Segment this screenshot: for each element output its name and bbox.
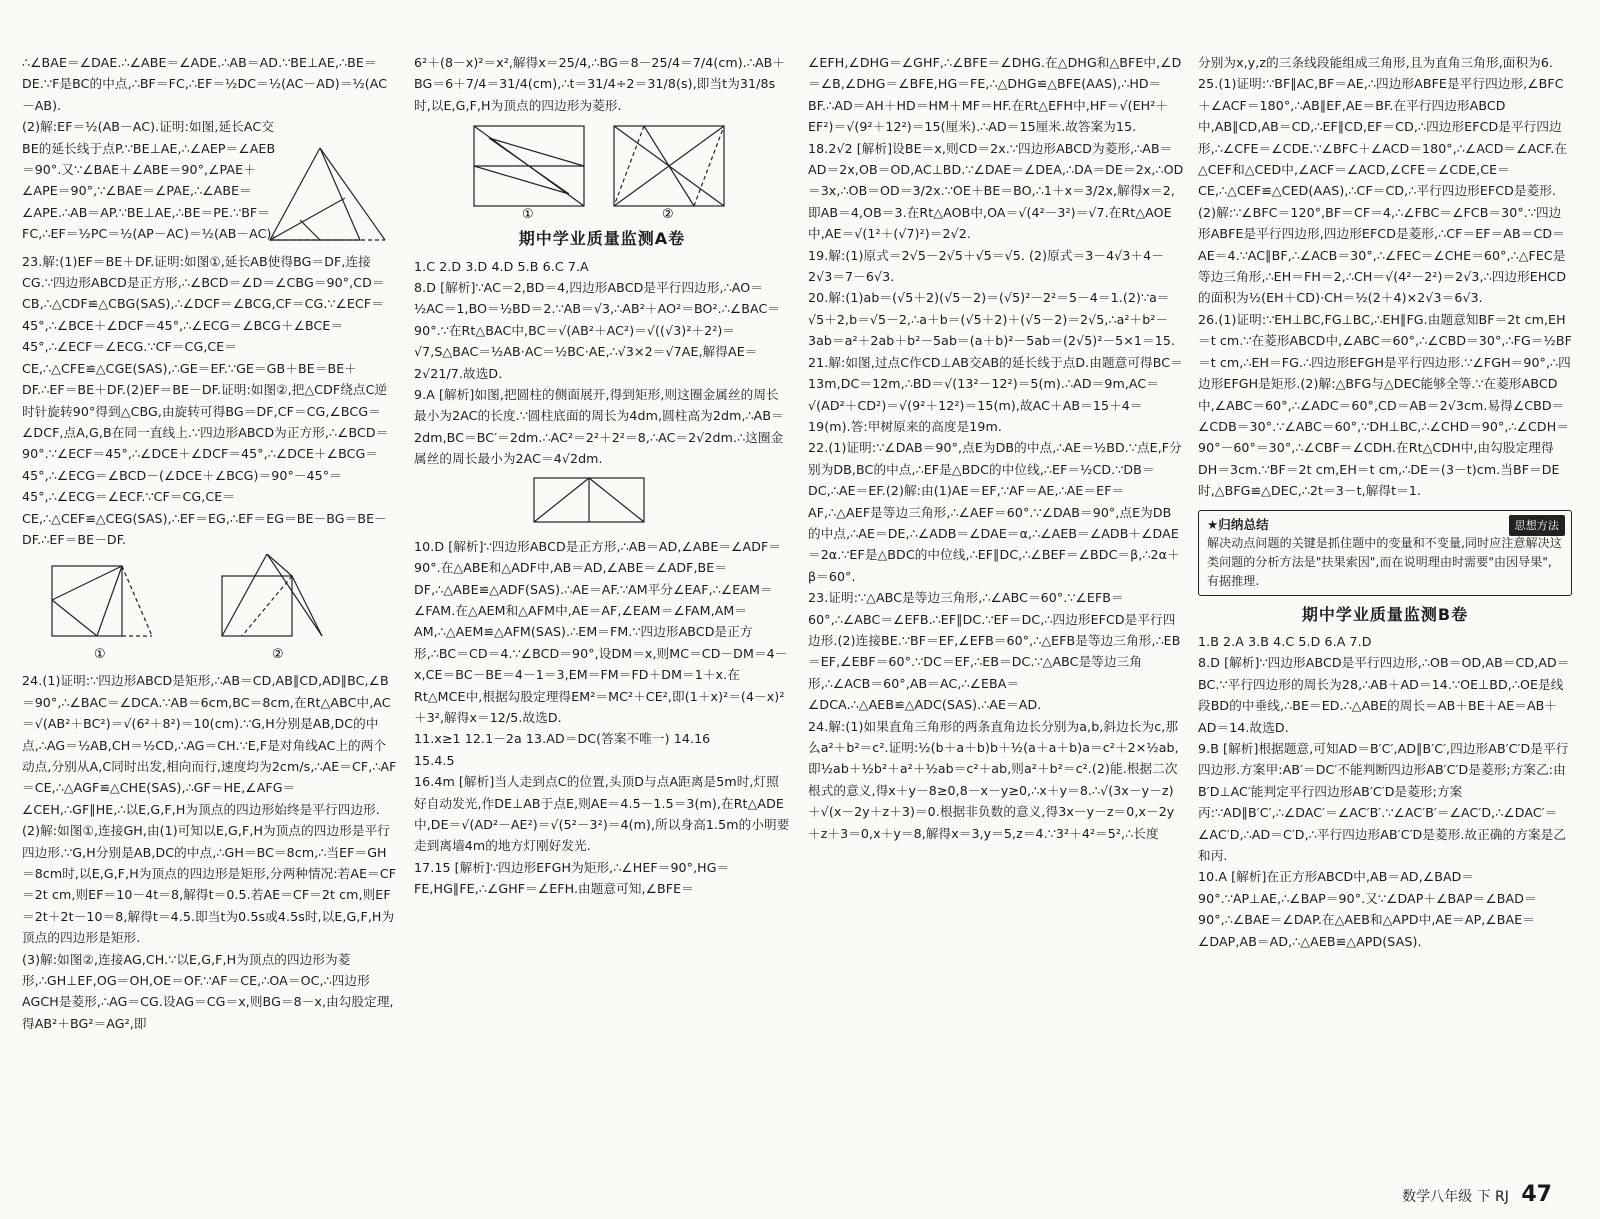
answer-para: 26.(1)证明:∵EH⊥BC,FG⊥BC,∴EH∥FG.由题意知BF＝2t cm,EH＝t cm.∵在菱形ABCD中,∠ABC＝60°,∴∠CBD＝30°,∴FG＝½BF＝t cm,∴EH＝FG.∴四边形EFGH是平行四边形.∵∠FGH＝90°,∴四边形EFGH是矩形.(2)解:△BFG与△DEC能够全等.∵在菱形ABCD中,∠ABC＝60°,∴∠ADC＝60°,CD＝AB＝2√3cm.易得∠CBD＝∠CDB＝30°.∵∠ABC＝60°,∵DH⊥BC,∴∠CHD＝90°,∴∠CDH＝90°－60°＝30°,∴∠CBF＝∠CDH.在Rt△CDH中,由勾股定理得DH＝3cm.∵BF＝2t cm,EH＝t cm,∴DE＝(3－t)cm.当BF＝DE时,△BFG≌△DEC,∴2t＝3－t,解得t＝1. [1198, 311, 1572, 499]
note-tag: 思想方法 [1509, 515, 1565, 536]
answer-para: 24.解:(1)如果直角三角形的两条直角边长分别为a,b,斜边长为c,那么a²＋b²＝c².证明:½(b＋a＋b)b＋½(a＋a＋b)a＝c²＋2×½ab,即½ab＋½b²＋a²＋½ab＝c²＋ab,则a²＋b²＝c².(2)能.根据二次根式的意义,得x＋y－8≥0,8－x－y≥0,∴x＋y＝8.∴√(3x－y－z)＋√(x－2y＋z＋3)＝0.根据非负数的意义,得3x－y－z＝0,x－2y＋z＋3＝0,x＋y＝8,解得x＝3,y＝5,z＝4.∵3²＋4²＝5²,∴长度 [808, 718, 1179, 841]
answer-para: 11.x≥1 12.1－2a 13.AD＝DC(答案不唯一) 14.16 [414, 731, 711, 747]
column-4 [1198, 52, 1572, 952]
footer-text: 数学八年级 下 RJ [1402, 1189, 1509, 1205]
answer-para: 6²＋(8－x)²＝x²,解得x＝25/4,∴BG＝8－25/4＝7/4(cm).∴AB＋BG＝6＋7/4＝31/4(cm),∴t＝31/4÷2＝31/8(s),即当t为31/8s时,以E,G,F,H为顶点的四边形为菱形. [414, 55, 786, 113]
answer-para: 9.B [解析]根据题意,可知AD＝B′C′,AD∥B′C′,四边形AB′C′D是平行四边形.方案甲:AB′＝DC′不能判断四边形AB′C′D是菱形;方案乙:由B′D⊥AC′能判定平行四边形AB′C′D是菱形;方案丙:∵AD∥B′C′,∴∠DAC′＝∠AC′B′.∵∠AC′B′＝∠AC′D,∴∠DAC′＝∠AC′D,∴AD＝C′D,∴平行四边形AB′C′D是菱形.故正确的方案是乙和丙. [1198, 740, 1569, 863]
column-1 [22, 52, 398, 1034]
answer-para: 15.4.5 [414, 752, 455, 768]
section-title: 期中学业质量监测A卷 [518, 229, 686, 249]
figure-caption: ② [272, 647, 284, 663]
figure-squares [22, 554, 398, 664]
answer-para: 10.A [解析]在正方形ABCD中,AB＝AD,∠BAD＝90°.∵AP⊥AE,∴∠BAP＝90°.又∵∠DAP＋∠BAP＝∠BAD＝90°,∴∠BAE＝∠DAP.在△AEB和△APD中,AE＝AP,∠BAE＝∠DAP,AB＝AD,∴△AEB≌△APD(SAS). [1198, 869, 1537, 949]
answer-para: 25.(1)证明:∵BF∥AC,BF＝AE,∴四边形ABFE是平行四边形,∠BFC＋∠ACF＝180°,∴AB∥EF,AE＝BF.在平行四边形ABCD中,AB∥CD,AB＝CD,∴EF∥CD,EF＝CD,∴四边形EFCD是平行四边形,∴∠CFE＝∠CDE.∵∠BFC＋∠ACD＝180°,∴∠ACD＝∠ACF.在△CEF和△CED中,∠ACF＝∠ACD,∠CFE＝∠CDE,CE＝CE,∴△CEF≌△CED(AAS),∴CF＝CD,∴平行四边形EFCD是菱形.(2)解:∵∠BFC＝120°,BF＝CF＝4,∴∠FBC＝∠FCB＝30°.∵四边形ABFE是平行四边形,四边形EFCD是菱形,∴CF＝EF＝AB＝CD＝AE＝4.∵AC∥BF,∴∠ACB＝30°,∴∠FEC＝∠CHE＝60°,∴△FEC是等边三角形,∴EH＝FH＝2,∴CH＝√(4²－2²)＝2√3,∴四边形EHCD的面积为½(EH＋CD)·CH＝½(2＋4)×2√3＝6√3. [1198, 76, 1568, 306]
column-3 [808, 52, 1184, 844]
answer-para: ∴∠BAE＝∠DAE.∴∠ABE＝∠ADE.∴AB＝AD.∵BE⊥AE,∴BE＝DE.∵F是BC的中点,∴BF＝FC,∴EF＝½DC＝½(AC－AD)＝½(AC－AB). [22, 55, 388, 113]
column-2 [414, 52, 790, 900]
note-title: ★归纳总结 [1207, 516, 1269, 532]
answer-para: 8.D [解析]∵AC＝2,BD＝4,四边形ABCD是平行四边形,∴AO＝½AC＝1,BO＝½BD＝2.∵AB＝√3,∴AB²＋AO²＝BO².∴∠BAC＝90°.∵在Rt△BAC中,BC＝√(AB²＋AC²)＝√((√3)²＋2²)＝√7,S△BAC＝½AB·AC＝½BC·AE,∴√3×2＝√7AE,解得AE＝2√21/7.故选D. [414, 280, 781, 381]
answer-para: 18.2√2 [解析]设BE＝x,则CD＝2x.∵四边形ABCD为菱形,∴AB＝AD＝2x,OB＝OD,AC⊥BD.∵∠DAE＝∠DEA,∴DA＝DE＝2x,∴OD＝3x,∴OB＝OD＝3/2x.∵OE＋BE＝BO,∴1＋x＝3/2x,解得x＝2,即AB＝4,OB＝3.在Rt△AOB中,OA＝√(4²－3²)＝√7.在Rt△AOE中,AE＝√(1²＋(√7)²)＝2√2. [808, 140, 1184, 242]
figure-rectangles [414, 120, 790, 220]
figure-caption: ① [522, 207, 534, 221]
answer-para: 1.B 2.A 3.B 4.C 5.D 6.A 7.D [1198, 633, 1372, 649]
answer-para: 1.C 2.D 3.D 4.D 5.B 6.C 7.A [414, 258, 589, 274]
answer-para: 20.解:(1)ab＝(√5＋2)(√5－2)＝(√5)²－2²＝5－4＝1.(2)∵a＝√5＋2,b＝√5－2,∴a＋b＝(√5＋2)＋(√5－2)＝2√5,∴a²＋b²－3ab＝a²＋2ab＋b²－5ab＝(a＋b)²－5ab＝(2√5)²－5×1＝15. [808, 290, 1176, 349]
answer-para: 21.解:如图,过点C作CD⊥AB交AB的延长线于点D.由题意可得BC＝13m,DC＝12m,∴BD＝√(13²－12²)＝5(m).∴AD＝9m,AC＝√(AD²＋CD²)＝√(9²＋12²)＝15(m),故AC＋AB＝15＋4＝19(m).答:甲树原来的高度是19m. [808, 354, 1183, 434]
page-number: 47 [1521, 1182, 1552, 1207]
answer-para: 8.D [解析]∵四边形ABCD是平行四边形,∴OB＝OD,AB＝CD,AD＝BC.∵平行四边形的周长为28,∴AB＋AD＝14.∵OE⊥BD,∴OE是线段BD的中垂线,∴BE＝ED.∴△ABE的周长＝AB＋BE＋AE＝AB＋AD＝14.故选D. [1198, 655, 1570, 735]
answer-para: 16.4m [解析]当人走到点C的位置,头顶D与点A距离是5m时,灯照好自动发光,作DE⊥AB于点E,则AE＝4.5－1.5＝3(m),在Rt△ADE中,DE＝√(AD²－AE²)＝√(5²－3²)＝4(m),所以身高1.5m的小明要走到离墙4m的地方灯刚好发光. [414, 774, 790, 854]
answer-para: 19.解:(1)原式＝2√5－2√5＋√5＝√5. (2)原式＝3－4√3＋4－2√3＝7－6√3. [808, 247, 1164, 285]
page-footer [1402, 1182, 1552, 1207]
note-text: 解决动点问题的关键是抓住题中的变量和不变量,同时应注意解决这类问题的分析方法是"扶果索因",而在说明理由时需要"由因导果",有据推理. [1207, 535, 1562, 588]
figure-triangle-p [260, 140, 390, 260]
answer-para: 24.(1)证明:∵四边形ABCD是矩形,∴AB＝CD,AB∥CD,AD∥BC,∠B＝90°,∴∠BAC＝∠DCA.∵AB＝6cm,BC＝8cm,在Rt△ABC中,AC＝√(AB²＋BC²)＝√(6²＋8²)＝10(cm).∵G,H分别是AB,DC的中点,∴AG＝½AB,CH＝½CD,∴AG＝CH.∵E,F是对角线AC上的两个动点,分别从A,C同时出发,相向而行,速度均为2cm/s,∴AE＝CF,∴AF＝CE,∴△AGF≌△CHE(SAS),∴GF＝HE,∠AFG＝∠CEH,∴GF∥HE,∴以E,G,F,H为顶点的四边形始终是平行四边形.(2)解:如图①,连接GH,由(1)可知以E,G,F,H为顶点的四边形是平行四边形.∵G,H分别是AB,DC的中点,∴GH＝BC＝8cm,∴当EF＝GH＝8cm时,以E,G,F,H为顶点的四边形是矩形,分两种情况:若AE＝CF＝2t cm,则EF＝10－4t＝8,解得t＝0.5.若AE＝CF＝2t cm,则EF＝2t＋2t－10＝8,解得t＝4.5.即当t为0.5s或4.5s时,以E,G,F,H为顶点的四边形是矩形. [22, 673, 397, 946]
answer-para: ∠EFH,∠DHG＝∠GHF,∴∠BFE＝∠DHG.在△DHG和△BFE中,∠D＝∠B,∠DHG＝∠BFE,HG＝FE,∴△DHG≌△BFE(AAS),∴HD＝BF.∴AD＝AH＋HD＝HM＋MF＝HF.在Rt△EFH中,HF＝√(EH²＋EF²)＝√(9²＋12²)＝15(厘米).∴AD＝15厘米.故答案为15. [808, 55, 1182, 135]
answer-para: (2)解:EF＝½(AB－AC).证明:如图,延长AC交BE的延长线于点P.∵BE⊥AE,∴∠AEP＝∠AEB＝90°.又∵∠BAE＋∠ABE＝90°,∠PAE＋∠APE＝90°,∵∠BAE＝∠PAE,∴∠ABE＝∠APE.∴AB＝AP.∵BE⊥AE,∴BE＝PE.∵BF＝FC,∴EF＝½PC＝½(AP－AC)＝½(AB－AC). [22, 119, 276, 242]
figure-caption: ① [94, 647, 106, 663]
summary-note [1198, 510, 1572, 596]
answer-para: 23.解:(1)EF＝BE＋DF.证明:如图①,延长AB使得BG＝DF,连接CG.∵四边形ABCD是正方形,∴∠BCD＝∠D＝∠CBG＝90°,CD＝CB,∴△CDF≌△CBG(SAS),∴∠DCF＝∠BCG,CF＝CG.∵∠ECF＝45°,∴∠BCE＋∠DCF＝45°,∴∠ECG＝∠BCG＋∠BCE＝45°,∴∠ECF＝∠ECG.∵CF＝CG,CE＝CE,∴△CFE≌△CGE(SAS),∴GE＝EF.∵GE＝GB＋BE＝BE＋DF.∴EF＝BE＋DF.(2)EF＝BE－DF.证明:如图②,把△CDF绕点C逆时针旋转90°得到△CBG,由旋转可得BG＝DF,CF＝CG,∠BCG＝∠DCF,点A,G,B在同一直线上.∵四边形ABCD为正方形,∴∠BCD＝90°.∵∠ECF＝45°,∴∠DCE＋∠DCF＝45°,∴∠DCE＋∠BCG＝45°,∴∠ECG＝∠BCD－(∠DCE＋∠BCG)＝90°－45°＝45°,∴∠ECG＝∠ECF.∵CF＝CG,CE＝CE,∴△CEF≌△CEG(SAS),∴EF＝EG,∴EF＝EG＝BE－BG＝BE－DF.∴EF＝BE－DF. [22, 253, 389, 547]
answer-para: 23.证明:∵△ABC是等边三角形,∴∠ABC＝60°.∵∠EFB＝60°,∴∠ABC＝∠EFB.∴EF∥DC.∵EF＝DC,∴四边形EFCD是平行四边形.(2)连接BE.∵BF＝EF,∠EFB＝60°,∴△EFB是等边三角形,∴EB＝EF,∠EBF＝60°.∵DC＝EF,∴EB＝DC.∵△ABC是等边三角形,∴∠ACB＝60°,AB＝AC,∴∠EBA＝∠DCA.∴△AEB≌△ADC(SAS).∴AE＝AD. [808, 590, 1181, 713]
answer-para: 分别为x,y,z的三条线段能组成三角形,且为直角三角形,面积为6. [1198, 55, 1554, 70]
answer-para: 17.15 [解析]∵四边形EFGH为矩形,∴∠HEF＝90°,HG＝FE,HG∥FE,∴∠GHF＝∠EFH.由题意可知,∠BFE＝ [414, 859, 730, 897]
answer-para: (3)解:如图②,连接AG,CH.∵以E,G,F,H为顶点的四边形为菱形,∴GH⊥EF,OG＝OH,OE＝OF.∵AF＝CE,∴OA＝OC,∴四边形AGCH是菱形,∴AG＝CG.设AG＝CG＝x,则BG＝8－x,由勾股定理,得AB²＋BG²＝AG²,即 [22, 951, 394, 1031]
section-title: 期中学业质量监测B卷 [1301, 604, 1469, 624]
answer-para: 10.D [解析]∵四边形ABCD是正方形,∴AB＝AD,∠ABE＝∠ADF＝90°.在△ABE和△ADF中,AB＝AD,∠ABE＝∠ADF,BE＝DF,∴△ABE≌△ADF(SAS).∴AE＝AF.∵AM平分∠EAF,∴∠EAM＝∠FAM.在△AEM和△AFM中,AE＝AF,∠EAM＝∠FAM,AM＝AM,∴△AEM≌△AFM(SAS).∴EM＝FM.∵四边形ABCD是正方形,∴BC＝CD＝4.∵∠BCD＝90°,设DM＝x,则MC＝CD－DM＝4－x,CE＝BC－BE＝4－1＝3,EM＝FM＝FD＋DM＝1＋x.在Rt△MCE中,根据勾股定理得EM²＝MC²＋CE²,即(1＋x)²＝(4－x)²＋3²,解得x＝12/5.故选D. [414, 538, 788, 725]
figure-cylinder-unfold [414, 474, 790, 530]
answer-para: 9.A [解析]如图,把圆柱的侧面展开,得到矩形,则这圈金属丝的周长最小为2AC的长度.∵圆柱底面的周长为4dm,圆柱高为2dm,∴AB＝2dm,BC＝BC′＝2dm.∴AC²＝2²＋2²＝8,∴AC＝2√2dm.∴这圈金属丝的周长最小为2AC＝4√2dm. [414, 387, 784, 467]
answer-para: 22.(1)证明:∵∠DAB＝90°,点E为DB的中点,∴AE＝½BD.∵点E,F分别为DB,BC的中点,∴EF是△BDC的中位线,∴EF＝½CD.∵DB＝DC,∴AE＝EF.(2)解:由(1)AE＝EF,∵AF＝AE,∴AE＝EF＝AF,∴△AEF是等边三角形,∴∠AEF＝60°.∵∠DAB＝90°,点E为DB的中点,∴AE＝DE,∴∠ADB＝∠DAE＝α,∴∠AEB＝∠ADB＋∠DAE＝2α.∵EF是△BDC的中位线,∴EF∥DC,∴∠BEF＝∠BDC＝β,∴2α＋β＝60°. [808, 440, 1182, 584]
figure-caption: ② [662, 207, 674, 221]
